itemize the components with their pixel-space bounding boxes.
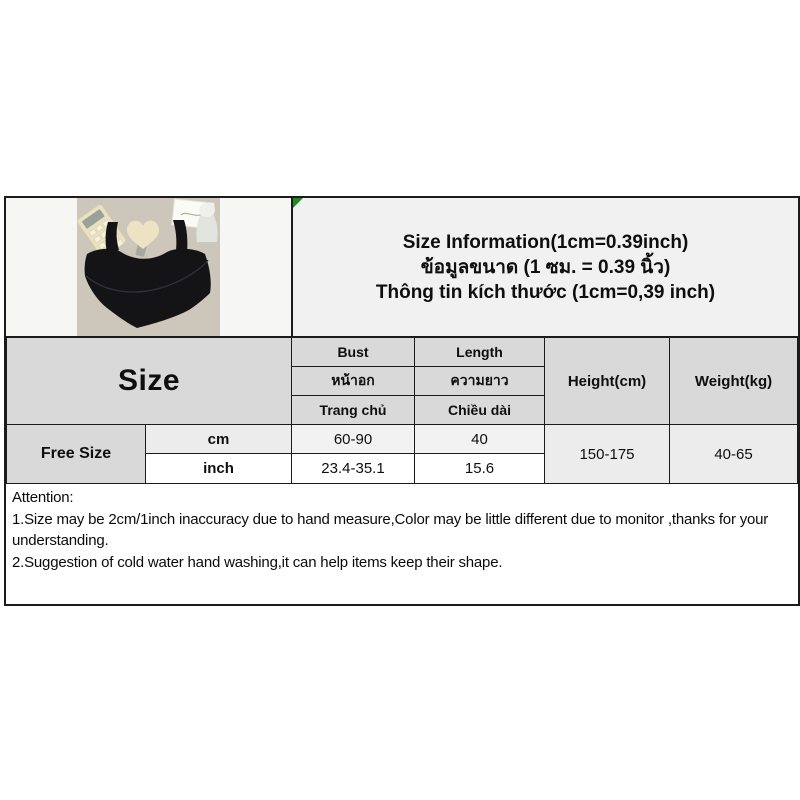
attention-note-1: 1.Size may be 2cm/1inch inaccuracy due to hand measure,Color may be little different due to monitor ,thanks for your understanding.: [12, 510, 769, 549]
length-header-en: Length: [415, 338, 545, 367]
product-photo-cell: [6, 198, 293, 336]
unit-cm-cell: cm: [146, 425, 292, 454]
height-value: 150-175: [545, 425, 670, 484]
attention-section: [6, 484, 798, 573]
bust-header-en: Bust: [292, 338, 415, 367]
unit-inch-cell: inch: [146, 454, 292, 484]
bust-cm-value: 60-90: [292, 425, 415, 454]
bust-header-th: หน้าอก: [292, 367, 415, 396]
size-name-cell: Free Size: [7, 425, 146, 484]
weight-value: 40-65: [670, 425, 798, 484]
table-row: [7, 425, 798, 454]
attention-note-2: 2.Suggestion of cold water hand washing,it can help items keep their shape.: [12, 553, 503, 571]
title-thai: ข้อมูลขนาด (1 ซม. = 0.39 นิ้ว): [420, 256, 671, 278]
header-row: [6, 198, 798, 337]
length-cm-value: 40: [415, 425, 545, 454]
length-header-vi: Chiều dài: [415, 396, 545, 425]
length-inch-value: 15.6: [415, 454, 545, 484]
title-english: Size Information(1cm=0.39inch): [402, 231, 689, 253]
bust-header-vi: Trang chủ: [292, 396, 415, 425]
size-corner-header: Size: [7, 338, 292, 425]
size-chart-table: [6, 337, 798, 484]
height-header: Height(cm): [545, 338, 670, 425]
weight-header: Weight(kg): [670, 338, 798, 425]
glass-bottle: [196, 203, 217, 242]
cell-corner-marker-icon: [293, 198, 303, 208]
attention-heading: Attention:: [12, 489, 74, 506]
length-header-th: ความยาว: [415, 367, 545, 396]
size-info-title-cell: [293, 198, 798, 336]
bust-inch-value: 23.4-35.1: [292, 454, 415, 484]
title-vietnamese: Thông tin kích thước (1cm=0,39 inch): [375, 281, 716, 303]
size-info-panel: [4, 196, 800, 606]
product-photo: [77, 198, 220, 336]
table-row: [7, 338, 798, 367]
